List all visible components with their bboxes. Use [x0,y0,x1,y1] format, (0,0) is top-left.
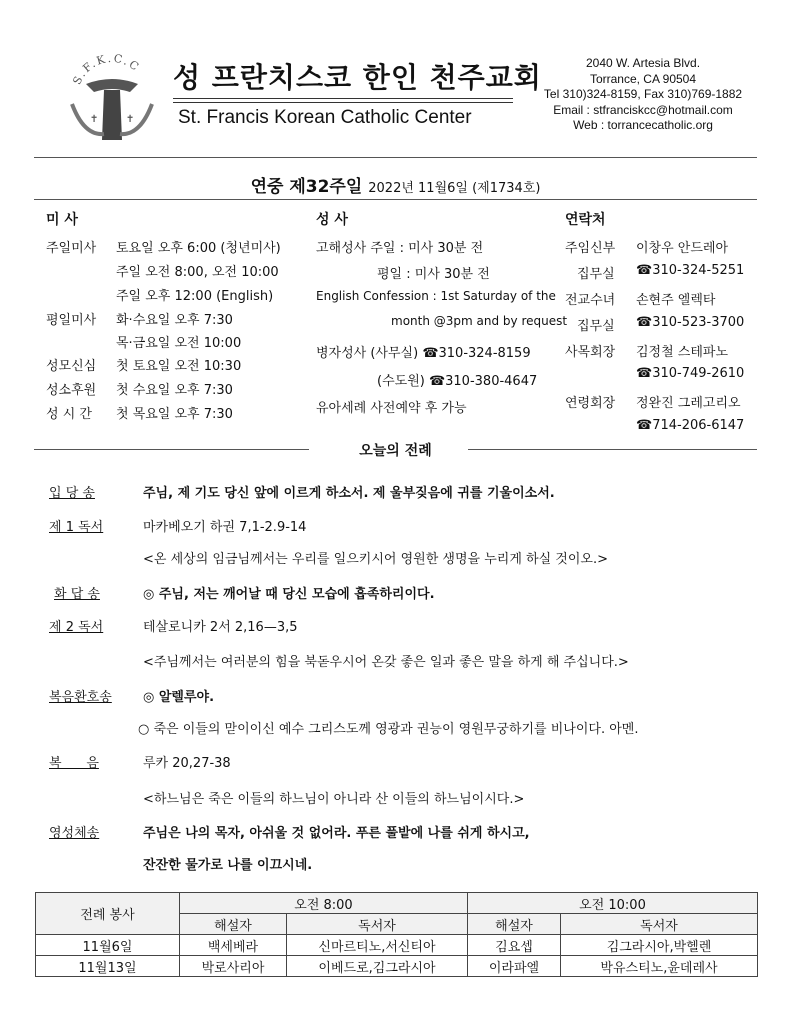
reading1-reference: 마카베오기 하권 7,1-2.9-14 [143,520,307,535]
readers-10am: 김그라시아,박헬렌 [561,935,758,956]
contacts-heading: 연락처 [565,212,606,228]
anointing-office: 병자성사 (사무실) ☎310-324-8159 [316,346,531,361]
header-divider [34,157,757,158]
anointing-friary: (수도원) ☎310-380-4647 [377,374,538,389]
mass-label: 주일미사 [46,241,97,256]
contact-value: 이창우 안드레아 [636,241,729,256]
contact-role: 사목회장 [565,345,616,360]
reading1-summary: <온 세상의 임금님께서는 우리를 일으키시어 영원한 생명을 누리게 하실 것이오.> [143,552,608,567]
mass-10am-header: 오전 10:00 [468,893,758,914]
liturgy-service-table [35,892,758,977]
reading1-label: 제 1 독서 [49,520,104,535]
mass-label: 성모신심 [46,359,97,374]
table-corner: 전례 봉사 [36,893,180,935]
service-date: 11월6일 [36,935,180,956]
reader-header: 독서자 [561,914,758,935]
psalm-response: ◎ 주님, 저는 깨어날 때 당신 모습에 흡족하리이다. [143,587,435,602]
entrance-antiphon: 주님, 제 기도 당신 앞에 이르게 하소서. 제 울부짖음에 귀를 기울이소서. [143,486,555,501]
table-row [36,935,758,956]
svg-text:S.F.K.C.C: S.F.K.C.C [70,51,143,87]
table-row [36,956,758,977]
contact-value: 김정철 스테파노 [636,345,729,360]
gospel-summary: <하느님은 죽은 이들의 하느님이 아니라 산 이들의 하느님이시다.> [143,792,525,807]
sunday-name: 연중 제32주일 [250,177,363,197]
title-divider [173,98,513,103]
email: Email : stfranciskcc@hotmail.com [553,102,733,117]
address-line-1: 2040 W. Artesia Blvd. [585,56,701,70]
mass-time: 주일 오전 8:00, 오전 10:00 [116,265,279,280]
mass-label: 성 시 간 [46,407,92,422]
service-date: 11월13일 [36,956,180,977]
bulletin-date: 2022년 11월6일 (제1734호) [368,181,541,196]
contact-block [528,56,758,134]
readers-8am: 이베드로,김그라시아 [287,956,468,977]
contact-role: 집무실 [577,319,615,334]
contact-phone: ☎714-206-6147 [636,418,745,433]
parish-logo [64,44,160,148]
mass-heading: 미 사 [46,212,78,228]
week-title [0,172,791,197]
mass-8am-header: 오전 8:00 [180,893,468,914]
readers-8am: 신마르티노,서신티아 [287,935,468,956]
english-confession: English Confession : 1st Saturday of the [316,289,556,303]
mass-time: 첫 수요일 오후 7:30 [116,383,233,398]
contact-role: 주임신부 [565,241,616,256]
gospel-label: 복 음 [49,756,99,771]
mass-time: 목·금요일 오전 10:00 [116,336,242,351]
sacraments-heading: 성 사 [316,212,348,228]
commentator-10am: 이라파엘 [468,956,561,977]
contact-role: 집무실 [577,267,615,282]
commentator-8am: 박로사리아 [180,956,287,977]
contact-phone: ☎310-523-3700 [636,315,745,330]
reading2-summary: <주님께서는 여러분의 힘을 북돋우시어 온갖 좋은 일과 좋은 말을 하게 해 주십니다.> [143,655,629,670]
contact-phone: ☎310-324-5251 [636,263,745,278]
alleluia-verse: ○ 죽은 이들의 맏이이신 예수 그리스도께 영광과 권능이 영원무궁하기를 비나이다. 아멘. [138,722,639,737]
alleluia-response: ◎ 알렐루야. [143,690,215,705]
contact-role: 연령회장 [565,396,616,411]
communion-antiphon-line1: 주님은 나의 목자, 아쉬울 것 없어라. 푸른 풀밭에 나를 쉬게 하시고, [143,826,530,841]
commentator-header: 해설자 [468,914,561,935]
contact-phone: ☎310-749-2610 [636,366,745,381]
contact-value: 손현주 엘렉타 [636,293,716,308]
mass-time: 첫 토요일 오전 10:30 [116,359,242,374]
mass-label: 평일미사 [46,313,97,328]
commentator-8am: 백세베라 [180,935,287,956]
mass-time: 토요일 오후 6:00 (청년미사) [116,241,281,256]
mass-time: 첫 목요일 오후 7:30 [116,407,233,422]
svg-text:✝: ✝ [126,114,135,125]
reading2-label: 제 2 독서 [49,620,104,635]
confession-weekday: 평일 : 미사 30분 전 [377,267,490,282]
alleluia-label: 복음환호송 [49,690,112,705]
infant-baptism: 유아세례 사전예약 후 가능 [316,401,467,416]
parish-name-korean: 성 프란치스코 한인 천주교회 [173,61,542,94]
contact-role: 전교수녀 [565,293,616,308]
address-line-2: Torrance, CA 90504 [589,71,697,86]
week-divider [34,199,757,200]
entrance-label: 입 당 송 [49,486,95,501]
confession-sunday: 고해성사 주일 : 미사 30분 전 [316,241,484,256]
reading2-reference: 테살로니카 2서 2,16—3,5 [143,620,298,635]
gospel-reference: 루카 20,27-38 [143,756,231,771]
english-confession-cont: month @3pm and by request [391,314,568,328]
reader-header: 독서자 [287,914,468,935]
commentator-10am: 김요셉 [468,935,561,956]
communion-label: 영성체송 [49,826,100,841]
website: Web : torrancecatholic.org [573,118,713,132]
contact-value: 정완진 그레고리오 [636,396,741,411]
mass-label: 성소후원 [46,383,97,398]
communion-antiphon-line2: 잔잔한 물가로 나를 이끄시네. [143,858,313,873]
phone-fax: Tel 310)324-8159, Fax 310)769-1882 [543,87,743,101]
mass-time: 화·수요일 오후 7:30 [116,313,233,328]
parish-name-english: St. Francis Korean Catholic Center [178,107,472,128]
mass-time: 주일 오후 12:00 (English) [116,289,274,304]
svg-text:✝: ✝ [90,114,99,125]
commentator-header: 해설자 [180,914,287,935]
readers-10am: 박유스티노,윤데레사 [561,956,758,977]
liturgy-title: 오늘의 전례 [359,443,432,459]
psalm-label: 화 답 송 [54,587,100,602]
